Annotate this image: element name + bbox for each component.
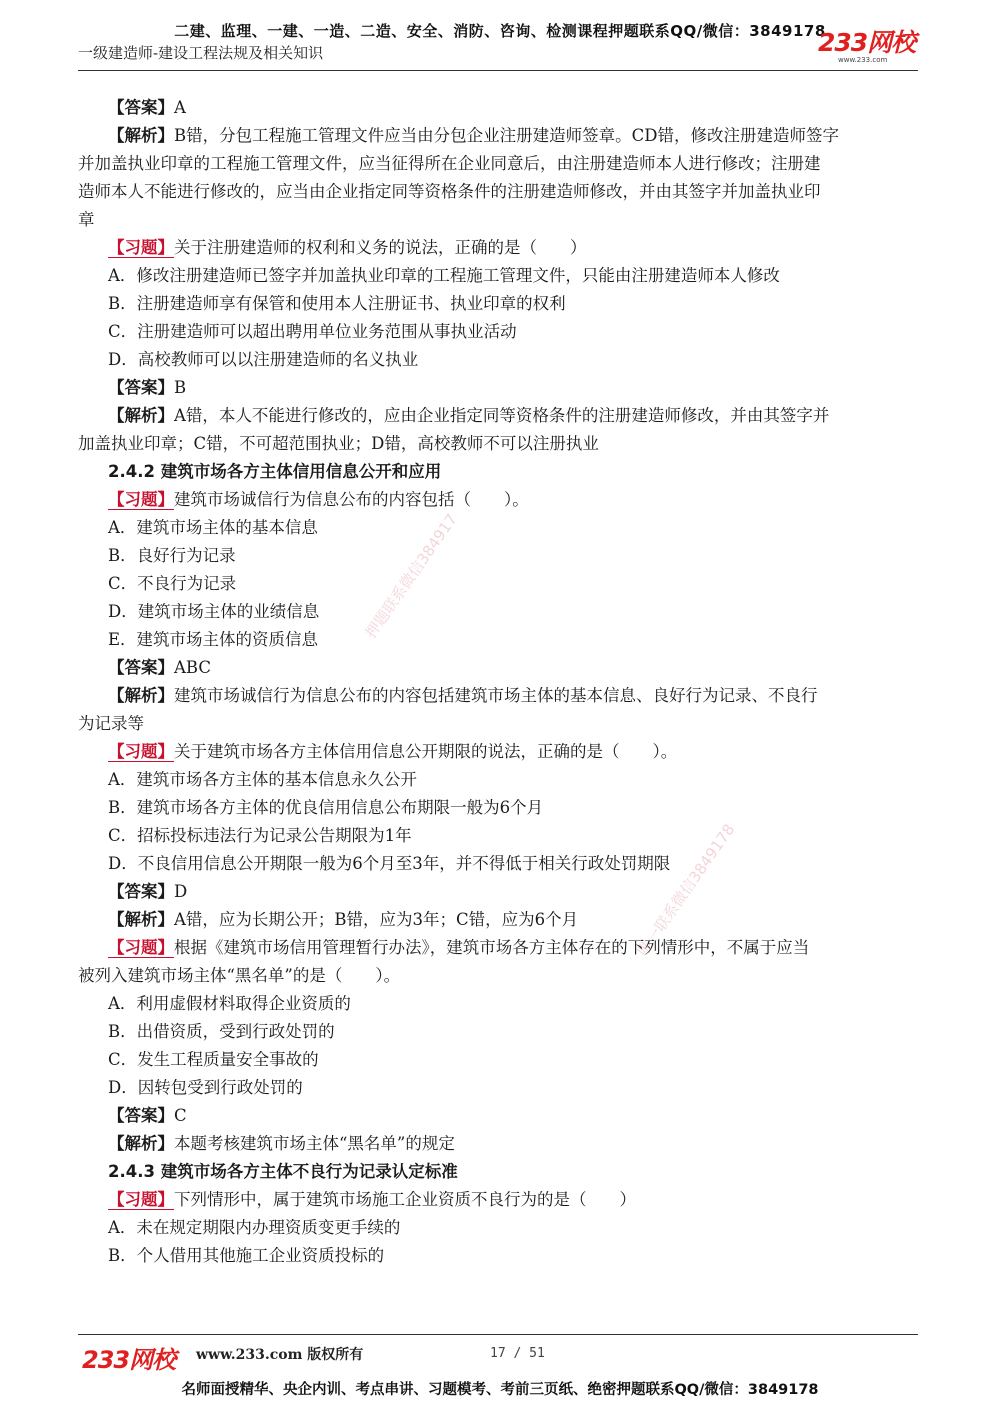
answer-label: 【答案】: [108, 882, 174, 901]
line-text: D．建筑市场主体的业绩信息: [108, 602, 320, 621]
line-text: 下列情形中，属于建筑市场施工企业资质不良行为的是（ ）: [174, 1190, 636, 1209]
top-banner: 二建、监理、一建、一造、二造、安全、消防、咨询、检测课程押题联系QQ/微信：3849178: [174, 22, 826, 40]
line-text: 根据《建筑市场信用管理暂行办法》，建筑市场各方主体存在的下列情形中，不属于应当: [174, 938, 810, 957]
watermark-2: 唯一联系微信3849178: [633, 820, 739, 960]
text-line: [78, 654, 924, 682]
answer-label: 【答案】: [108, 658, 174, 677]
brand-logo-url: www.233.com: [838, 56, 888, 64]
line-text: A错，本人不能进行修改的，应由企业指定同等资格条件的注册建造师修改，并由其签字并: [174, 406, 830, 425]
text-line: [78, 626, 924, 654]
line-text: 建筑市场诚信行为信息公布的内容包括（ ）。: [174, 490, 529, 509]
section-heading: [78, 458, 924, 486]
text-line: [78, 234, 924, 262]
watermark-1: 押题联系微信384917: [361, 510, 461, 642]
line-text: D．因转包受到行政处罚的: [108, 1078, 303, 1097]
text-line: [78, 682, 924, 710]
line-text: C．发生工程质量安全事故的: [108, 1050, 319, 1069]
line-text: 关于注册建造师的权利和义务的说法，正确的是（ ）: [174, 238, 587, 257]
line-text: 加盖执业印章；C错，不可超范围执业；D错，高校教师不可以注册执业: [78, 434, 599, 453]
text-line: [78, 262, 924, 290]
line-text: 本题考核建筑市场主体“黑名单”的规定: [174, 1134, 455, 1153]
text-line: [78, 178, 924, 206]
text-line: [78, 598, 924, 626]
page-number: 17 / 51: [490, 1346, 545, 1361]
text-line: [78, 822, 924, 850]
text-line: [78, 738, 924, 766]
text-line: [78, 122, 924, 150]
line-text: 建筑市场诚信行为信息公布的内容包括建筑市场主体的基本信息、良好行为记录、不良行: [174, 686, 818, 705]
text-line: [78, 290, 924, 318]
line-text: B．个人借用其他施工企业资质投标的: [108, 1246, 385, 1265]
exercise-label: 【习题】: [108, 238, 174, 257]
text-line: [78, 94, 924, 122]
text-line: [78, 150, 924, 178]
line-text: 关于建筑市场各方主体信用信息公开期限的说法，正确的是（ ）。: [174, 742, 678, 761]
line-text: A．建筑市场各方主体的基本信息永久公开: [108, 770, 417, 789]
line-text: A错，应为长期公开；B错，应为3年；C错，应为6个月: [174, 910, 579, 929]
footer-copyright: www.233.com 版权所有: [196, 1347, 364, 1363]
text-line: [78, 570, 924, 598]
line-text: A．修改注册建造师已签字并加盖执业印章的工程施工管理文件，只能由注册建造师本人修改: [108, 266, 780, 285]
line-text: A．建筑市场主体的基本信息: [108, 518, 318, 537]
text-line: [78, 206, 924, 234]
text-line: [78, 878, 924, 906]
line-text: ABC: [174, 658, 211, 677]
line-text: B: [174, 378, 187, 397]
line-text: A．未在规定期限内办理资质变更手续的: [108, 1218, 401, 1237]
text-line: [78, 934, 924, 962]
line-text: D．高校教师可以以注册建造师的名义执业: [108, 350, 419, 369]
brand-logo-text: 233网校: [818, 28, 916, 57]
text-line: [78, 346, 924, 374]
line-text: C．招标投标违法行为记录公告期限为1年: [108, 826, 412, 845]
line-text: B．出借资质，受到行政处罚的: [108, 1022, 335, 1041]
exercise-label: 【习题】: [108, 938, 174, 957]
text-line: [78, 962, 924, 990]
text-line: [78, 318, 924, 346]
text-line: [78, 486, 924, 514]
exercise-label: 【习题】: [108, 1190, 174, 1209]
line-text: B．注册建造师享有保管和使用本人注册证书、执业印章的权利: [108, 294, 566, 313]
line-text: C．注册建造师可以超出聘用单位业务范围从事执业活动: [108, 322, 517, 341]
text-line: [78, 1018, 924, 1046]
answer-label: 【答案】: [108, 98, 174, 117]
answer-label: 【答案】: [108, 378, 174, 397]
line-text: 被列入建筑市场主体“黑名单”的是（ ）。: [78, 966, 401, 985]
text-line: [78, 1186, 924, 1214]
document-body: [78, 94, 924, 1270]
answer-label: 【解析】: [108, 1134, 174, 1153]
text-line: [78, 542, 924, 570]
text-line: [78, 402, 924, 430]
section-heading: [78, 1158, 924, 1186]
document-subtitle: 一级建造师-建设工程法规及相关知识: [78, 44, 324, 62]
text-line: [78, 374, 924, 402]
line-text: B．良好行为记录: [108, 546, 236, 565]
line-text: C．不良行为记录: [108, 574, 237, 593]
line-text: C: [174, 1106, 187, 1125]
line-text: 并加盖执业印章的工程施工管理文件，应当征得所在企业同意后，由注册建造师本人进行修改；注册建: [78, 154, 821, 173]
answer-label: 【解析】: [108, 686, 174, 705]
answer-label: 【解析】: [108, 406, 174, 425]
bottom-banner: 名师面授精华、央企内训、考点串讲、习题模考、考前三页纸、绝密押题联系QQ/微信：3849178: [181, 1382, 819, 1398]
line-text: 为记录等: [78, 714, 144, 733]
exercise-label: 【习题】: [108, 490, 174, 509]
answer-label: 【解析】: [108, 126, 174, 145]
text-line: [78, 1074, 924, 1102]
line-text: D．不良信用信息公开期限一般为6个月至3年，并不得低于相关行政处罚期限: [108, 854, 671, 873]
text-line: [78, 430, 924, 458]
line-text: 章: [78, 210, 95, 229]
text-line: [78, 766, 924, 794]
answer-label: 【答案】: [108, 1106, 174, 1125]
line-text: A: [174, 98, 186, 117]
text-line: [78, 1214, 924, 1242]
line-text: B错，分包工程施工管理文件应当由分包企业注册建造师签章。CD错，修改注册建造师签字: [174, 126, 839, 145]
line-text: 造师本人不能进行修改的，应当由企业指定同等资格条件的注册建造师修改，并由其签字并加盖执业印: [78, 182, 821, 201]
text-line: [78, 1130, 924, 1158]
line-text: A．利用虚假材料取得企业资质的: [108, 994, 351, 1013]
section-heading-text: 2.4.3 建筑市场各方主体不良行为记录认定标准: [108, 1162, 458, 1181]
line-text: B．建筑市场各方主体的优良信用信息公布期限一般为6个月: [108, 798, 544, 817]
text-line: [78, 514, 924, 542]
line-text: E．建筑市场主体的资质信息: [108, 630, 319, 649]
text-line: [78, 710, 924, 738]
section-heading-text: 2.4.2 建筑市场各方主体信用信息公开和应用: [108, 462, 442, 481]
text-line: [78, 990, 924, 1018]
footer-divider: [78, 1334, 918, 1335]
text-line: [78, 1242, 924, 1270]
footer-logo: 233网校: [82, 1346, 176, 1374]
exercise-label: 【习题】: [108, 742, 174, 761]
text-line: [78, 1102, 924, 1130]
text-line: [78, 794, 924, 822]
answer-label: 【解析】: [108, 910, 174, 929]
text-line: [78, 850, 924, 878]
brand-logo: [818, 30, 918, 62]
text-line: [78, 1046, 924, 1074]
text-line: [78, 906, 924, 934]
header-divider: [78, 70, 918, 71]
line-text: D: [174, 882, 188, 901]
